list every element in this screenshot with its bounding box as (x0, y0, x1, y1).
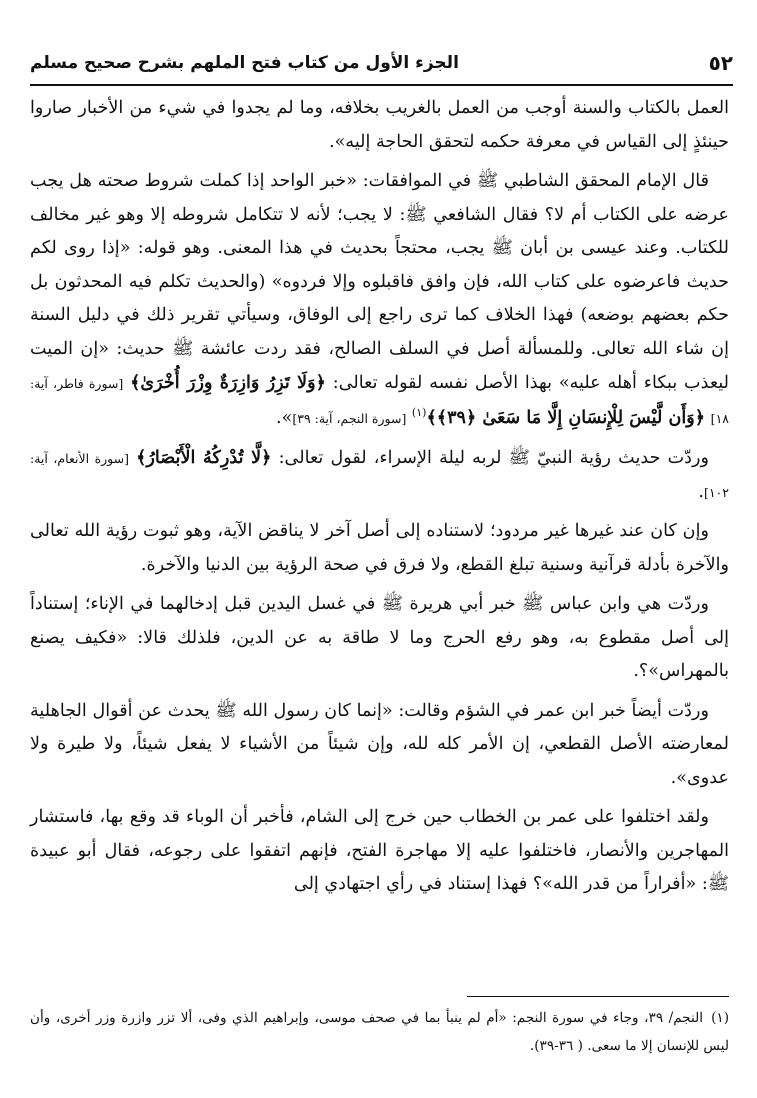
paragraph-1 (30, 92, 729, 159)
header-divider (30, 84, 733, 86)
paragraph-5-text: وردّت هي وابن عباس ﷺ خبر أبي هريرة ﷺ في غسل اليدين قبل إدخالهما في الإناء؛ إستناداً إلى أصل مقطوع به، وهو رفع الحرج وما لا طاقة به عن الدين، فلذلك قالا: «فكيف يصنع بالمهراس»؟. (30, 594, 729, 681)
quran-verse-fatir: ﴿وَلَا تَزِرُ وَازِرَةٌ وِزْرَ أُخْرَىٰ﴾ (130, 372, 326, 393)
running-title: الجزء الأول من كتاب فتح الملهم بشرح صحيح مسلم (30, 53, 459, 73)
paragraph-3-end: . (698, 481, 704, 502)
footnote-1-text: النجم/ ٣٩، وجاء في سورة النجم: «أم لم ينبأ بما في صحف موسى، وإبراهيم الذي وفى، ألا تزر وازرة وزر أخرى، وأن ليس للإنسان إلا ما سعى. ( ٣٦-٣٩). (30, 1010, 729, 1054)
verse-reference-fatir: [سورة فاطر، آية: ١٨] (30, 376, 729, 426)
paragraph-4 (30, 515, 729, 582)
paragraph-5 (30, 588, 729, 689)
paragraph-2-text: قال الإمام المحقق الشاطبي ﷺ في الموافقات: «خبر الواحد إذا كملت شروط صحته هل يجب عرضه على الكتاب أم لا؟ فقال الشافعي ﷺ: لا يجب؛ لأنه لا تتكامل شروطه إلا وهو غير مخالف للكتاب. وعند عيسى بن أبان ﷺ يجب، محتجاً بحديث في هذا المعنى. وهو قوله: «إذا روى لكم حديث فاعرضوه على كتاب الله، فإن وافق فاقبلوه وإلا فردوه» (والحديث تكلم فيه المحدثون بل حكم بعضهم بوضعه) فهذا الخلاف كما ترى راجع إلى الوفاق، وسيأتي تقرير ذلك في دليل السنة إن شاء الله تعالى. وللمسألة أصل في السلف الصالح، فقد ردت عائشة ﷺ حديث: «إن الميت ليعذب ببكاء أهله عليه» بهذا الأصل نفسه لقوله تعالى: (30, 171, 729, 393)
footnote-marker[interactable]: (١) (411, 405, 427, 419)
paragraph-6 (30, 695, 729, 796)
quran-verse-najm: ﴿وَأَن لَّيْسَ لِلْإِنسَانِ إِلَّا مَا سَعَىٰ ﴿٣٩﴾﴾ (426, 406, 706, 428)
footnote-1 (30, 1004, 729, 1060)
verse-reference-najm: [سورة النجم، آية: ٣٩] (292, 410, 407, 426)
footnotes (30, 1004, 729, 1060)
verse-reference-anam: [سورة الأنعام، آية: ١٠٢] (30, 451, 729, 500)
paragraph-3 (30, 441, 729, 509)
paragraph-2-end: ». (275, 407, 293, 428)
paragraph-7-text: ولقد اختلفوا على عمر بن الخطاب حين خرج إلى الشام، فأخبر أن الوباء قد وقع بها، فاستشار المهاجرين والأنصار، فاختلفوا عليه إلا مهاجرة الفتح، فإنهم اتفقوا على رجوعه، فقال أبو عبيدة ﷺ: «أفراراً من قدر الله»؟ فهذا إستناد في رأي اجتهادي إلى (30, 807, 729, 894)
paragraph-3-text: وردّت حديث رؤية النبيّ ﷺ لربه ليلة الإسراء، لقول تعالى: (278, 448, 709, 468)
paragraph-1-text: العمل بالكتاب والسنة أوجب من العمل بالغريب بخلافه، وما لم يجدوا في شيء من الأخبار صاروا حينئذٍ إلى القياس في معرفة حكمه لتحقق الحاجة إليه». (30, 98, 729, 152)
footnote-1-number: (١) (711, 1010, 729, 1026)
paragraph-6-text: وردّت أيضاً خبر ابن عمر في الشؤم وقالت: «إنما كان رسول الله ﷺ يحدث عن أقوال الجاهلية لمعارضته الأصل القطعي، إن الأمر كله لله، وإن شيئاً من الأشياء لا يفعل شيئاً، ولا طيرة ولا عدوى». (30, 700, 729, 788)
paragraph-7 (30, 801, 729, 902)
paragraph-2 (30, 165, 729, 435)
footnote-divider (467, 996, 729, 997)
paragraph-4-text: وإن كان عند غيرها غير مردود؛ لاستناده إلى أصل آخر لا يناقض الآية، وهو ثبوت رؤية الله تعالى والآخرة بأدلة قرآنية وسنية تبلغ القطع، ولا فرق في صحة الرؤية بين الدنيا والآخرة. (30, 521, 729, 575)
page-number: ٥٢ (708, 51, 733, 75)
main-text (30, 92, 729, 908)
quran-verse-anam: ﴿لَّا تُدْرِكُهُ الْأَبْصَارُ﴾ (136, 447, 272, 468)
page-header (30, 46, 733, 80)
